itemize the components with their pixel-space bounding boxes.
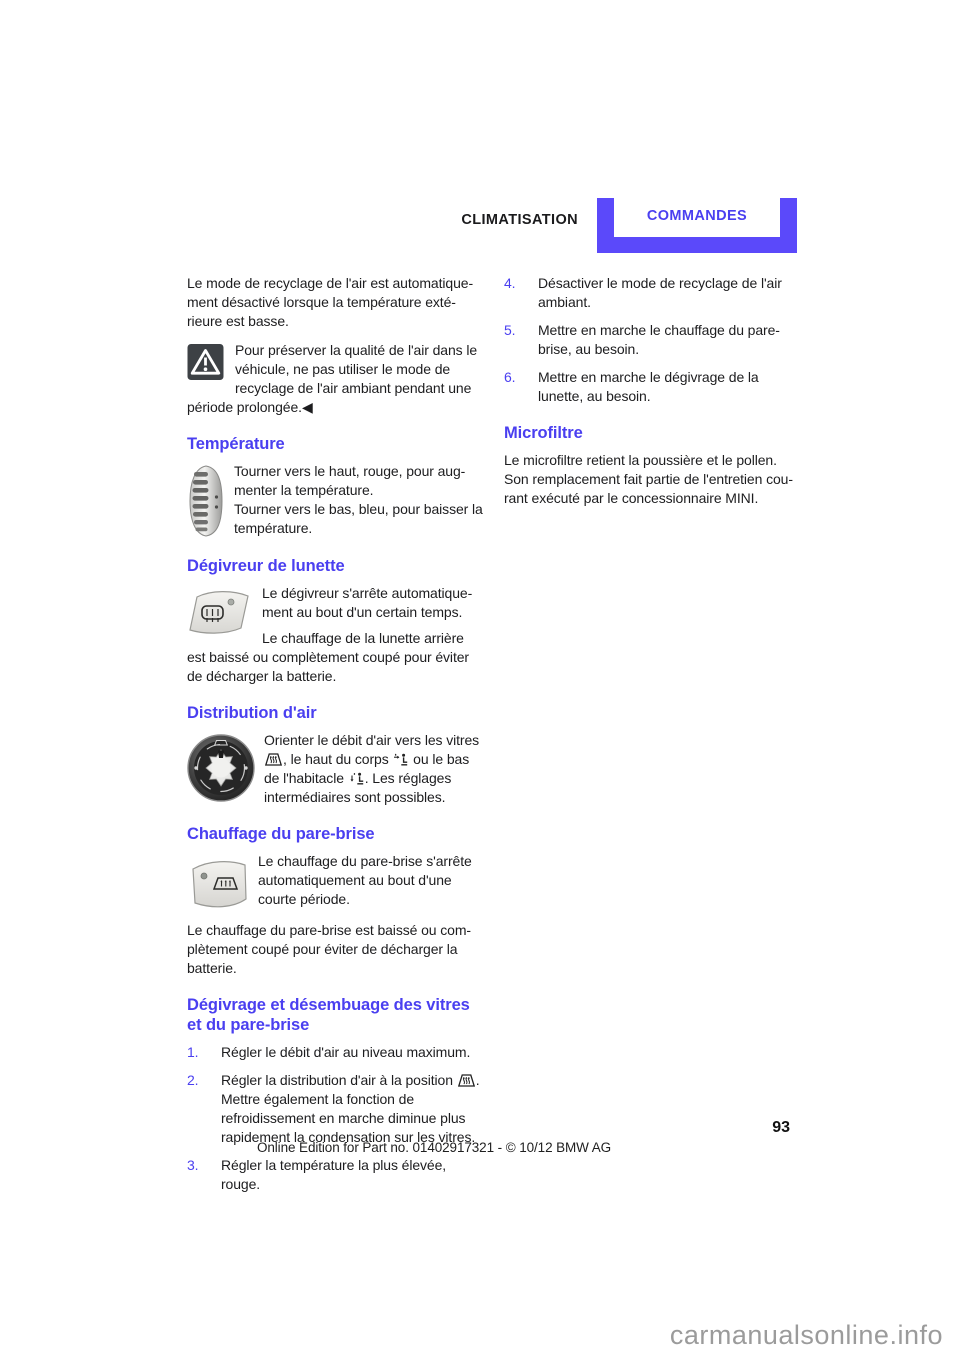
section-heading-rear-defroster: Dégivreur de lunette xyxy=(187,557,345,575)
footwell-airflow-icon xyxy=(349,772,364,785)
procedure-step-3 xyxy=(187,1156,484,1194)
intro-paragraph: Le mode de recyclage de l'air est automatiquement désactivé lorsque la température extérieure est basse. xyxy=(187,275,474,329)
rear-window-defrost-button-image xyxy=(187,587,253,637)
step-number: 4. xyxy=(504,275,516,291)
air-distribution-block xyxy=(187,731,484,807)
step-number: 5. xyxy=(504,322,516,338)
section-heading-windshield-heating: Chauffage du pare-brise xyxy=(187,825,375,843)
windshield-heating-block xyxy=(187,852,484,914)
step-text: Mettre en marche le chauffage du pare-brise, au besoin. xyxy=(538,322,780,357)
left-column xyxy=(187,274,484,1203)
warning-text: Pour préserver la qualité de l'air dans le véhicule, ne pas utiliser le mode de recyclage de l'air ambiant pendant une période prolongée. xyxy=(187,342,478,415)
windshield-heating-para-1: Le chauffage du pare-brise s'arrête automatiquement au bout d'une courte période. xyxy=(258,853,472,907)
section-heading-microfilter: Microfiltre xyxy=(504,424,583,442)
chapter-label: COMMANDES xyxy=(646,208,748,224)
section-heading-temperature: Température xyxy=(187,435,285,453)
rear-defroster-para-2: Le chauffage de la lunette arrière est baissé ou complètement coupé pour éviter de décharger la batterie. xyxy=(187,630,469,684)
edition-note: Online Edition for Part no. 01402917321 - © 10/12 BMW AG xyxy=(256,1140,612,1155)
section-heading-defrost-procedure: Dégivrage et désembuage des vitres et du pare-brise xyxy=(187,996,470,1034)
temperature-block xyxy=(187,462,484,539)
windshield-airflow-icon xyxy=(458,1074,475,1087)
step-number: 3. xyxy=(187,1157,199,1173)
procedure-step-6 xyxy=(504,368,801,406)
warning-note xyxy=(187,341,484,417)
windshield-airflow-icon xyxy=(265,753,282,766)
page-number: 93 xyxy=(772,1119,790,1136)
watermark: carmanualsonline.info xyxy=(669,1320,943,1350)
air-distribution-text: Orienter le débit d'air vers les vitres , le haut du corps ou le bas de l'habitacle . Les réglages intermédiaires sont possibles. xyxy=(264,732,480,805)
step-text: Mettre en marche le dégivrage de la lunette, au besoin. xyxy=(538,369,759,404)
air-distribution-knob-image xyxy=(187,734,255,802)
step-text: Régler la température la plus élevée, rouge. xyxy=(221,1157,447,1192)
temperature-line-1: Tourner vers le haut, rouge, pour augmenter la température. xyxy=(234,463,466,498)
section-heading-air-distribution: Distribution d'air xyxy=(187,704,317,722)
windshield-heating-button-image xyxy=(187,855,249,912)
step-text: Régler la distribution d'air à la position . Mettre également la fonction de refroidissement en marche diminue plus rapidement la condensation sur les vitres. xyxy=(221,1072,480,1145)
chapter-tab xyxy=(597,198,797,253)
upper-body-airflow-icon xyxy=(393,753,408,766)
procedure-step-5 xyxy=(504,321,801,359)
rear-defroster-para-1: Le dégivreur s'arrête automatiquement au bout d'un certain temps. xyxy=(262,585,473,620)
temperature-line-2: Tourner vers le bas, bleu, pour baisser la température. xyxy=(234,501,483,536)
temperature-thumbwheel-image xyxy=(187,465,225,537)
rear-defroster-block xyxy=(187,584,484,686)
warning-end-mark: ◀ xyxy=(301,399,313,415)
step-text: Régler le débit d'air au niveau maximum. xyxy=(221,1044,471,1060)
warning-triangle-icon xyxy=(187,343,225,381)
procedure-step-1 xyxy=(187,1043,484,1062)
windshield-heating-para-2: Le chauffage du pare-brise est baissé ou complètement coupé pour éviter de décharger la batterie. xyxy=(187,922,472,976)
right-column xyxy=(504,274,801,518)
breadcrumb-section: CLIMATISATION xyxy=(461,212,578,228)
step-number: 6. xyxy=(504,369,516,385)
step-text: Désactiver le mode de recyclage de l'air ambiant. xyxy=(538,275,782,310)
step-number: 2. xyxy=(187,1072,199,1088)
procedure-step-4 xyxy=(504,274,801,312)
procedure-step-2 xyxy=(187,1071,484,1147)
step-number: 1. xyxy=(187,1044,199,1060)
microfilter-text: Le microfiltre retient la poussière et le pollen. Son remplacement fait partie de l'entretien courant exécuté par le concessionnaire MINI. xyxy=(504,452,794,506)
